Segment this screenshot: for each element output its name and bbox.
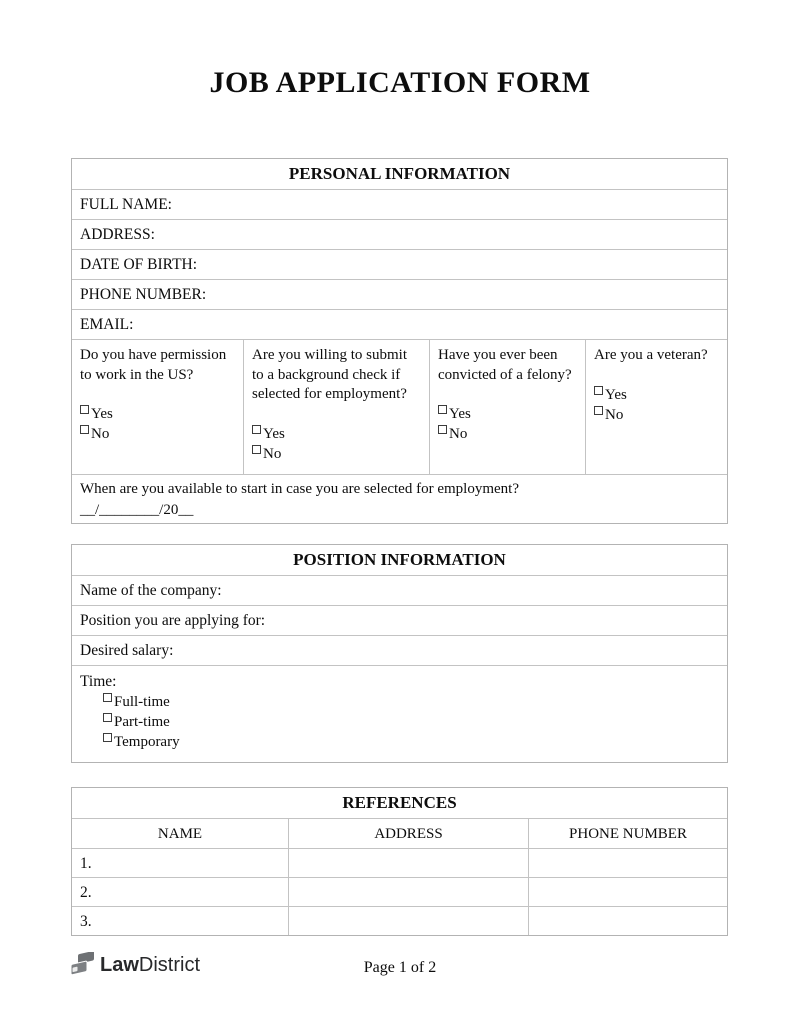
checkbox-icon[interactable] (80, 405, 89, 414)
checkbox-icon[interactable] (80, 425, 89, 434)
question-veteran (585, 340, 727, 474)
reference-address-cell[interactable] (288, 878, 528, 906)
checkbox-icon[interactable] (103, 693, 112, 702)
position-information-header: POSITION INFORMATION (293, 550, 506, 569)
reference-address-cell[interactable] (288, 849, 528, 877)
option-label: No (91, 426, 110, 442)
reference-number[interactable]: 2. (80, 884, 92, 901)
option-full-time (103, 692, 719, 712)
question-text: Do you have permission to work in the US? (80, 347, 227, 383)
brand-law: Law (100, 954, 139, 976)
time-row (72, 665, 727, 762)
checkbox-icon[interactable] (252, 425, 261, 434)
reference-number[interactable]: 3. (80, 913, 92, 930)
reference-phone-cell[interactable] (528, 878, 727, 906)
availability-question: When are you available to start in case you are selected for employment? (80, 481, 519, 497)
column-header-address: ADDRESS (288, 819, 528, 848)
option-yes (80, 404, 235, 424)
option-label: Full-time (114, 694, 170, 710)
page-number: Page 1 of 2 (363, 959, 437, 976)
desired-salary-field[interactable]: Desired salary: (72, 635, 727, 665)
references-header: REFERENCES (342, 793, 457, 812)
checkbox-icon[interactable] (103, 733, 112, 742)
checkbox-icon[interactable] (438, 425, 447, 434)
page-title: JOB APPLICATION FORM (209, 66, 591, 99)
option-label: No (263, 445, 282, 462)
checkbox-icon[interactable] (103, 713, 112, 722)
question-background-check (243, 340, 429, 474)
phone-number-field[interactable]: PHONE NUMBER: (72, 279, 727, 309)
option-label: Yes (449, 406, 471, 422)
option-label: Temporary (114, 734, 180, 750)
personal-information-section (71, 158, 728, 524)
checkbox-icon[interactable] (438, 405, 447, 414)
reference-row-2 (72, 877, 727, 906)
references-section (71, 787, 728, 936)
option-no (252, 444, 421, 464)
checkbox-icon[interactable] (252, 445, 261, 454)
time-label: Time: (80, 673, 117, 690)
column-header-name: NAME (157, 826, 203, 842)
option-yes (438, 404, 577, 424)
reference-address-cell[interactable] (288, 907, 528, 935)
option-label: No (449, 426, 468, 442)
position-applying-field[interactable]: Position you are applying for: (72, 605, 727, 635)
option-yes (252, 424, 421, 444)
checkbox-icon[interactable] (594, 386, 603, 395)
references-column-headers (72, 818, 727, 848)
option-label: Yes (605, 386, 627, 403)
date-of-birth-field[interactable]: DATE OF BIRTH: (72, 249, 727, 279)
checkbox-icon[interactable] (594, 406, 603, 415)
eligibility-questions-row (72, 339, 727, 474)
reference-row-1 (72, 848, 727, 877)
position-information-section (71, 544, 728, 763)
address-field[interactable]: ADDRESS: (72, 219, 727, 249)
reference-phone-cell[interactable] (528, 849, 727, 877)
option-temporary (103, 732, 719, 752)
option-yes (594, 385, 719, 405)
question-text: Are you willing to submit to a background check if selected for employment? (252, 347, 407, 402)
option-label: No (605, 406, 624, 423)
column-header-phone: PHONE NUMBER (528, 819, 727, 848)
option-no (80, 424, 235, 444)
option-label: Part-time (114, 714, 170, 730)
availability-date-blank[interactable]: __/________/20__ (80, 502, 194, 518)
question-text: Are you a veteran? (594, 347, 708, 363)
reference-number[interactable]: 1. (80, 855, 92, 872)
option-no (438, 424, 577, 444)
personal-information-header: PERSONAL INFORMATION (288, 164, 511, 183)
reference-row-3 (72, 906, 727, 935)
option-label: Yes (91, 406, 113, 422)
question-work-permission (72, 340, 243, 474)
option-label: Yes (263, 425, 285, 442)
option-part-time (103, 712, 719, 732)
availability-row[interactable] (72, 474, 727, 523)
question-text: Have you ever been convicted of a felony? (438, 347, 572, 383)
company-name-field[interactable]: Name of the company: (72, 575, 727, 605)
question-felony (429, 340, 585, 474)
option-no (594, 405, 719, 425)
full-name-field[interactable]: FULL NAME: (72, 189, 727, 219)
reference-phone-cell[interactable] (528, 907, 727, 935)
brand-district: District (138, 954, 201, 976)
email-field[interactable]: EMAIL: (72, 309, 727, 339)
